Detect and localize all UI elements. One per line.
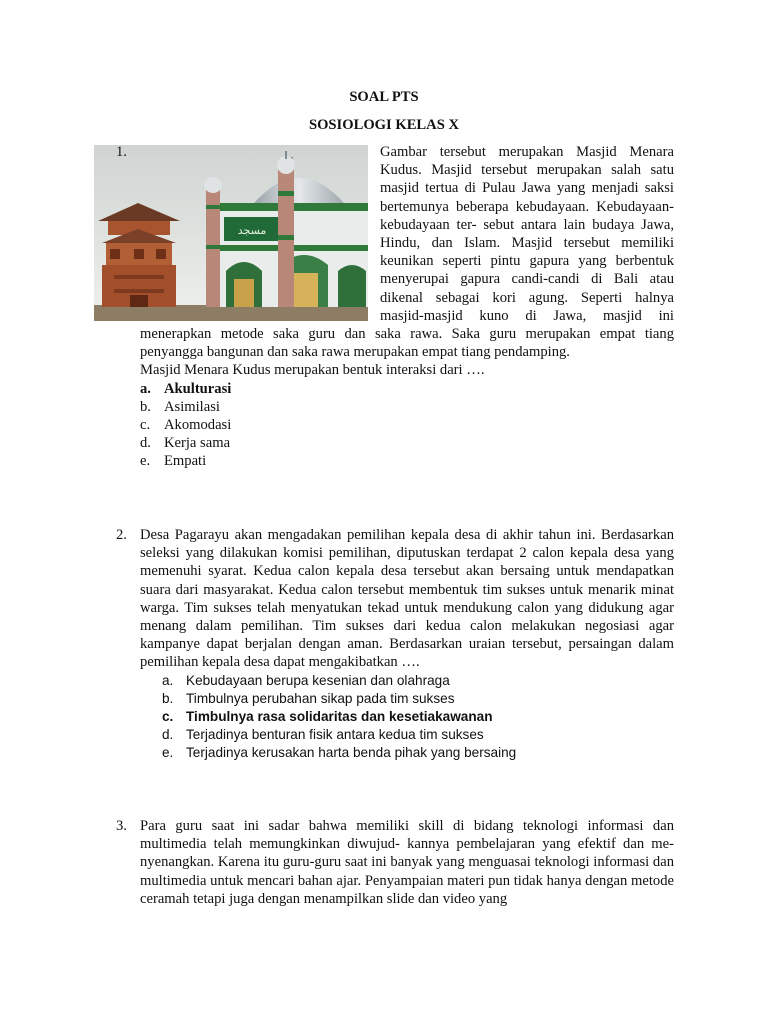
question-2: [116, 526, 674, 763]
option-letter: c.: [140, 417, 151, 434]
option-b[interactable]: [140, 398, 674, 416]
option-letter: e.: [140, 453, 151, 470]
option-letter: a.: [140, 380, 151, 397]
option-text: Akomodasi: [164, 417, 232, 434]
option-letter: b.: [162, 690, 174, 706]
option-text: Timbulnya perubahan sikap pada tim sukses: [186, 690, 455, 706]
question-3: [116, 817, 674, 908]
option-text: Kebudayaan berupa kesenian dan olahraga: [186, 672, 450, 688]
question-number: 1.: [116, 144, 127, 160]
option-a[interactable]: [140, 380, 674, 398]
question-lead-text: Para guru saat ini sadar bahwa memiliki skill di bidang teknologi informasi dan multimedia telah memungkinkan diwujud- kannya pembelajaran yang efektif dan me- nyenangkan. Karena itu guru-guru saat ini banyak yang menguasai teknologi informasi dan multimedia untuk mencari bahan ajar. Penyampaian materi pun tidak hanya dengan metode ceramah tetapi juga dengan menampilkan slide dan video yang: [140, 818, 674, 907]
question-lead-text: Desa Pagarayu akan mengadakan pemilihan kepala desa di akhir tahun ini. Berdasarkan seleksi yang dilakukan komisi pemilihan, diputuskan terdapat 2 calon kepala desa yang memenuhi syarat. Kedua calon kepala desa tersebut akan bersaing untuk mendapatkan suara dari masyarakat. Kedua calon tersebut membentuk tim sukses untuk menarik minat warga. Tim sukses telah menyatukan tekad untuk mendukung calon yang didukung agar menang dalam pemilihan. Tim sukses dari kedua calon melakukan negosiasi agar kampanye dapat berjalan dengan aman. Berdasarkan uraian tersebut, persaingan dalam pemilihan kepala desa dapat mengakibatkan ….: [140, 527, 674, 671]
option-text: Terjadinya kerusakan harta benda pihak yang bersaing: [186, 745, 517, 761]
document-title: SOAL PTS: [349, 89, 419, 105]
option-letter: d.: [140, 435, 151, 452]
option-e[interactable]: [162, 744, 674, 762]
question-body: [140, 526, 674, 763]
option-text: Terjadinya benturan fisik antara kedua tim sukses: [186, 727, 484, 743]
option-letter: a.: [162, 672, 174, 688]
document-subtitle: SOSIOLOGI KELAS X: [308, 117, 460, 133]
question-number: 2.: [116, 527, 127, 543]
question-1: [116, 143, 674, 471]
mosque-menara-kudus-image: [94, 145, 368, 321]
question-lead-text: Gambar tersebut merupakan Masjid Menara Kudus. Masjid tersebut merupakan salah satu masjid tertua di Pulau Jawa yang menjadi saksi bertemunya beberapa kebudayaan. Kebudayaan-kebudayaan ter- sebut antara lain budaya Jawa, Hindu, dan Islam. Masjid tersebut memiliki keunikan seperti pintu gapura yang berbentuk menyerupai gapura candi-candi di Bali atau dikenal sebagai kori agung. Seperti halnya masjid-masjid kuno di Jawa, masjid ini menerapkan metode saka guru dan saka rawa. Saka guru merupakan empat tiang penyangga bangunan dan saka rawa merupakan empat tiang pendamping.: [140, 144, 674, 361]
question-text: [140, 143, 674, 361]
option-text: Asimilasi: [164, 398, 220, 415]
option-letter: d.: [162, 727, 174, 743]
answer-options: [140, 380, 674, 471]
question-prompt: Masjid Menara Kudus merupakan bentuk interaksi dari ….: [140, 362, 485, 379]
option-a[interactable]: [162, 672, 674, 690]
option-letter: c.: [162, 709, 174, 724]
option-d[interactable]: [140, 434, 674, 452]
option-b[interactable]: [162, 690, 674, 708]
option-text: Akulturasi: [164, 380, 232, 397]
option-text: Timbulnya rasa solidaritas dan kesetiakawanan: [186, 709, 493, 724]
option-text: Kerja sama: [164, 435, 231, 452]
option-c[interactable]: [140, 416, 674, 434]
option-text: Empati: [164, 453, 207, 470]
mosque-sign-text: مسجد: [237, 224, 267, 237]
option-letter: e.: [162, 745, 174, 761]
option-c[interactable]: [162, 708, 674, 726]
option-letter: b.: [140, 398, 151, 415]
option-e[interactable]: [140, 452, 674, 470]
question-number: 3.: [116, 818, 127, 834]
option-d[interactable]: [162, 726, 674, 744]
question-body: [140, 143, 674, 471]
answer-options: [162, 672, 674, 763]
question-body: [140, 817, 674, 908]
